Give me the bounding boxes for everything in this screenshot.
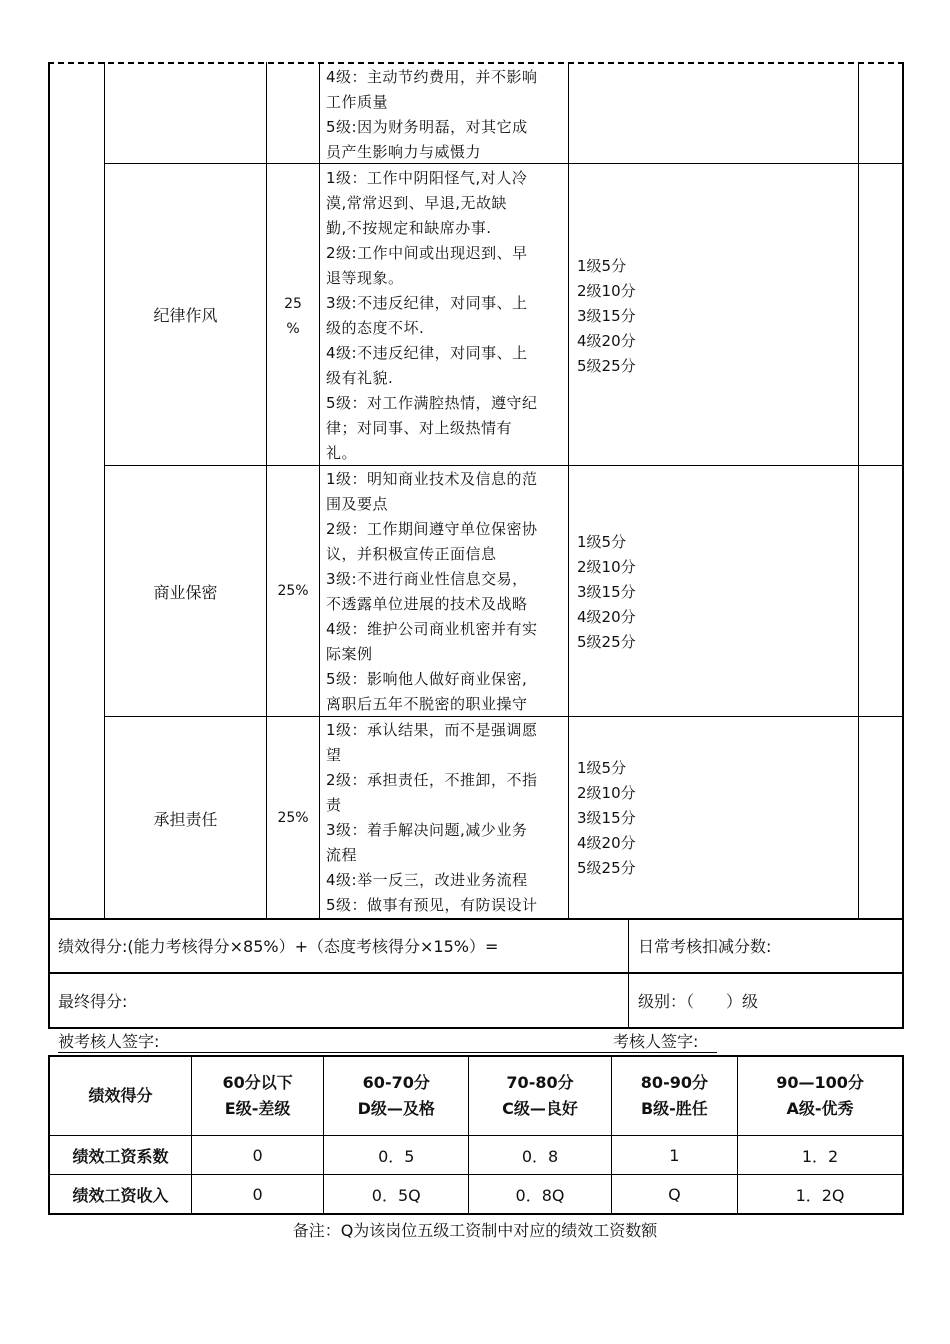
table-cell: 0．5	[324, 1136, 469, 1175]
item-name: 纪律作风	[153, 306, 218, 325]
grade-table-header	[49, 1056, 903, 1136]
score-line: 4级20分	[577, 608, 636, 626]
summary-mid-border	[48, 972, 904, 974]
grade-column-b	[611, 1056, 737, 1136]
final-score-label: 最终得分:	[58, 992, 128, 1011]
footnote: 备注：Q为该岗位五级工资制中对应的绩效工资数额	[292, 1221, 658, 1240]
score-line: 1级5分	[577, 257, 627, 275]
weight-value: 25%	[277, 583, 309, 599]
row2-weight	[267, 466, 319, 716]
row3-levels	[326, 718, 538, 918]
level-line: 望	[326, 746, 342, 764]
level-line: 4级:不违反纪律，对同事、上	[326, 344, 528, 362]
level-line: 5级：对工作满腔热情，遵守纪	[326, 394, 538, 412]
level-line: 级有礼貌.	[326, 369, 394, 387]
weight-value: 25%	[277, 810, 309, 826]
grade-table	[48, 1055, 904, 1215]
grade-column-d	[324, 1056, 469, 1136]
row3-scores	[577, 756, 636, 881]
level-line: 5级：做事有预见，有防误设计	[326, 896, 538, 914]
table-cell: 0．5Q	[324, 1175, 469, 1215]
grade-column-e	[192, 1056, 324, 1136]
level-line: 流程	[326, 846, 358, 864]
table-cell: 1	[611, 1136, 737, 1175]
grade-name: A级-优秀	[786, 1099, 854, 1118]
level-line: 2级：承担责任，不推卸，不指	[326, 771, 538, 789]
item-name: 承担责任	[153, 809, 218, 829]
score-line: 5级25分	[577, 357, 636, 375]
dashed-top-border	[48, 62, 904, 64]
row3-name	[105, 717, 266, 919]
score-line: 2级10分	[577, 282, 636, 300]
summary-left-border	[48, 918, 50, 1029]
level-line: 离职后五年不脱密的职业操守	[326, 695, 528, 713]
outer-right-border	[902, 62, 904, 919]
grade-label: 级别：（ ）级	[638, 992, 759, 1011]
score-line: 4级20分	[577, 332, 636, 350]
row0-levels	[326, 65, 538, 165]
row1-scores	[577, 254, 636, 379]
score-line: 3级15分	[577, 809, 636, 827]
row-label: 绩效工资收入	[49, 1175, 192, 1215]
grade-column-a	[738, 1056, 903, 1136]
row1-name	[105, 164, 266, 465]
table-cell: Q	[611, 1175, 737, 1215]
score-line: 2级10分	[577, 784, 636, 802]
level-line: 2级：工作期间遵守单位保密协	[326, 520, 538, 538]
grade-column-c	[469, 1056, 611, 1136]
level-line: 4级：主动节约费用，并不影响	[326, 68, 538, 86]
row3-weight	[267, 717, 319, 919]
item-name: 商业保密	[153, 582, 218, 602]
weight-line-1: 25	[284, 296, 302, 312]
summary-top-border	[48, 918, 904, 920]
level-line: 4级:举一反三，改进业务流程	[326, 871, 528, 889]
table-row	[49, 1175, 903, 1215]
grade-range: 80-90分	[640, 1073, 708, 1092]
table-cell: 0．8	[469, 1136, 611, 1175]
table-cell: 0．8Q	[469, 1175, 611, 1215]
summary-bottom-border	[48, 1027, 904, 1029]
score-line: 2级10分	[577, 558, 636, 576]
level-line: 5级:因为财务明磊，对其它成	[326, 118, 528, 136]
grade-range: 60分以下	[222, 1073, 293, 1092]
level-line: 律；对同事、对上级热情有	[326, 419, 513, 437]
col-line-5	[858, 62, 859, 919]
row2-scores	[577, 530, 636, 655]
header-label-cell	[49, 1056, 192, 1136]
level-line: 3级:不进行商业性信息交易，	[326, 570, 528, 588]
assessee-signature: 被考核人签字:	[58, 1031, 613, 1053]
score-line: 3级15分	[577, 307, 636, 325]
level-line: 议，并积极宣传正面信息	[326, 545, 497, 563]
level-line: 1级：工作中阴阳怪气,对人冷	[326, 169, 528, 187]
level-line: 3级：着手解决问题,减少业务	[326, 821, 528, 839]
col-line-4	[568, 62, 569, 919]
table-row	[49, 1136, 903, 1175]
table-cell: 0	[192, 1136, 324, 1175]
row2-levels	[326, 467, 538, 717]
row-label: 绩效工资系数	[49, 1136, 192, 1175]
row2-name	[105, 466, 266, 716]
score-line: 3级15分	[577, 583, 636, 601]
weight-line-2: %	[286, 321, 300, 337]
row1-levels	[326, 166, 538, 466]
level-line: 退等现象。	[326, 269, 404, 287]
level-line: 1级：明知商业技术及信息的范	[326, 470, 538, 488]
table-cell: 1．2Q	[738, 1175, 903, 1215]
summary-right-border	[902, 918, 904, 1029]
level-line: 1级：承认结果，而不是强调愿	[326, 721, 538, 739]
level-line: 礼。	[326, 444, 358, 462]
level-line: 5级：影响他人做好商业保密,	[326, 670, 528, 688]
level-line: 3级:不违反纪律，对同事、上	[326, 294, 528, 312]
level-line: 不透露单位进展的技术及战略	[326, 595, 528, 613]
table-cell: 0	[192, 1175, 324, 1215]
score-line: 1级5分	[577, 533, 627, 551]
performance-formula: 绩效得分:(能力考核得分×85%）+（态度考核得分×15%）=	[58, 937, 499, 956]
grade-range: 60-70分	[362, 1073, 430, 1092]
level-line: 员产生影响力与威慑力	[326, 143, 482, 161]
daily-deduction-label: 日常考核扣减分数:	[638, 937, 772, 956]
header-label: 绩效得分	[88, 1086, 153, 1105]
grade-name: B级-胜任	[640, 1099, 708, 1118]
grade-name: E级-差级	[224, 1099, 291, 1118]
level-line: 围及要点	[326, 495, 389, 513]
summary-divider	[628, 920, 629, 1027]
outer-left-border	[48, 62, 50, 919]
score-line: 5级25分	[577, 633, 636, 651]
col-line-3	[319, 62, 320, 919]
level-line: 2级:工作中间或出现迟到、早	[326, 244, 528, 262]
row1-weight	[267, 292, 319, 342]
level-line: 级的态度不坏.	[326, 319, 425, 337]
level-line: 责	[326, 796, 342, 814]
score-line: 5级25分	[577, 859, 636, 877]
level-line: 工作质量	[326, 93, 389, 111]
score-line: 1级5分	[577, 759, 627, 777]
grade-range: 70-80分	[506, 1073, 574, 1092]
grade-name: C级—良好	[502, 1099, 578, 1118]
table-cell: 1．2	[738, 1136, 903, 1175]
grade-name: D级—及格	[357, 1099, 435, 1118]
level-line: 4级：维护公司商业机密并有实	[326, 620, 538, 638]
score-line: 4级20分	[577, 834, 636, 852]
level-line: 漠,常常迟到、早退,无故缺	[326, 194, 508, 212]
level-line: 际案例	[326, 645, 373, 663]
level-line: 勤,不按规定和缺席办事.	[326, 219, 492, 237]
grade-range: 90—100分	[776, 1073, 864, 1092]
assessor-signature: 考核人签字:	[613, 1031, 717, 1053]
